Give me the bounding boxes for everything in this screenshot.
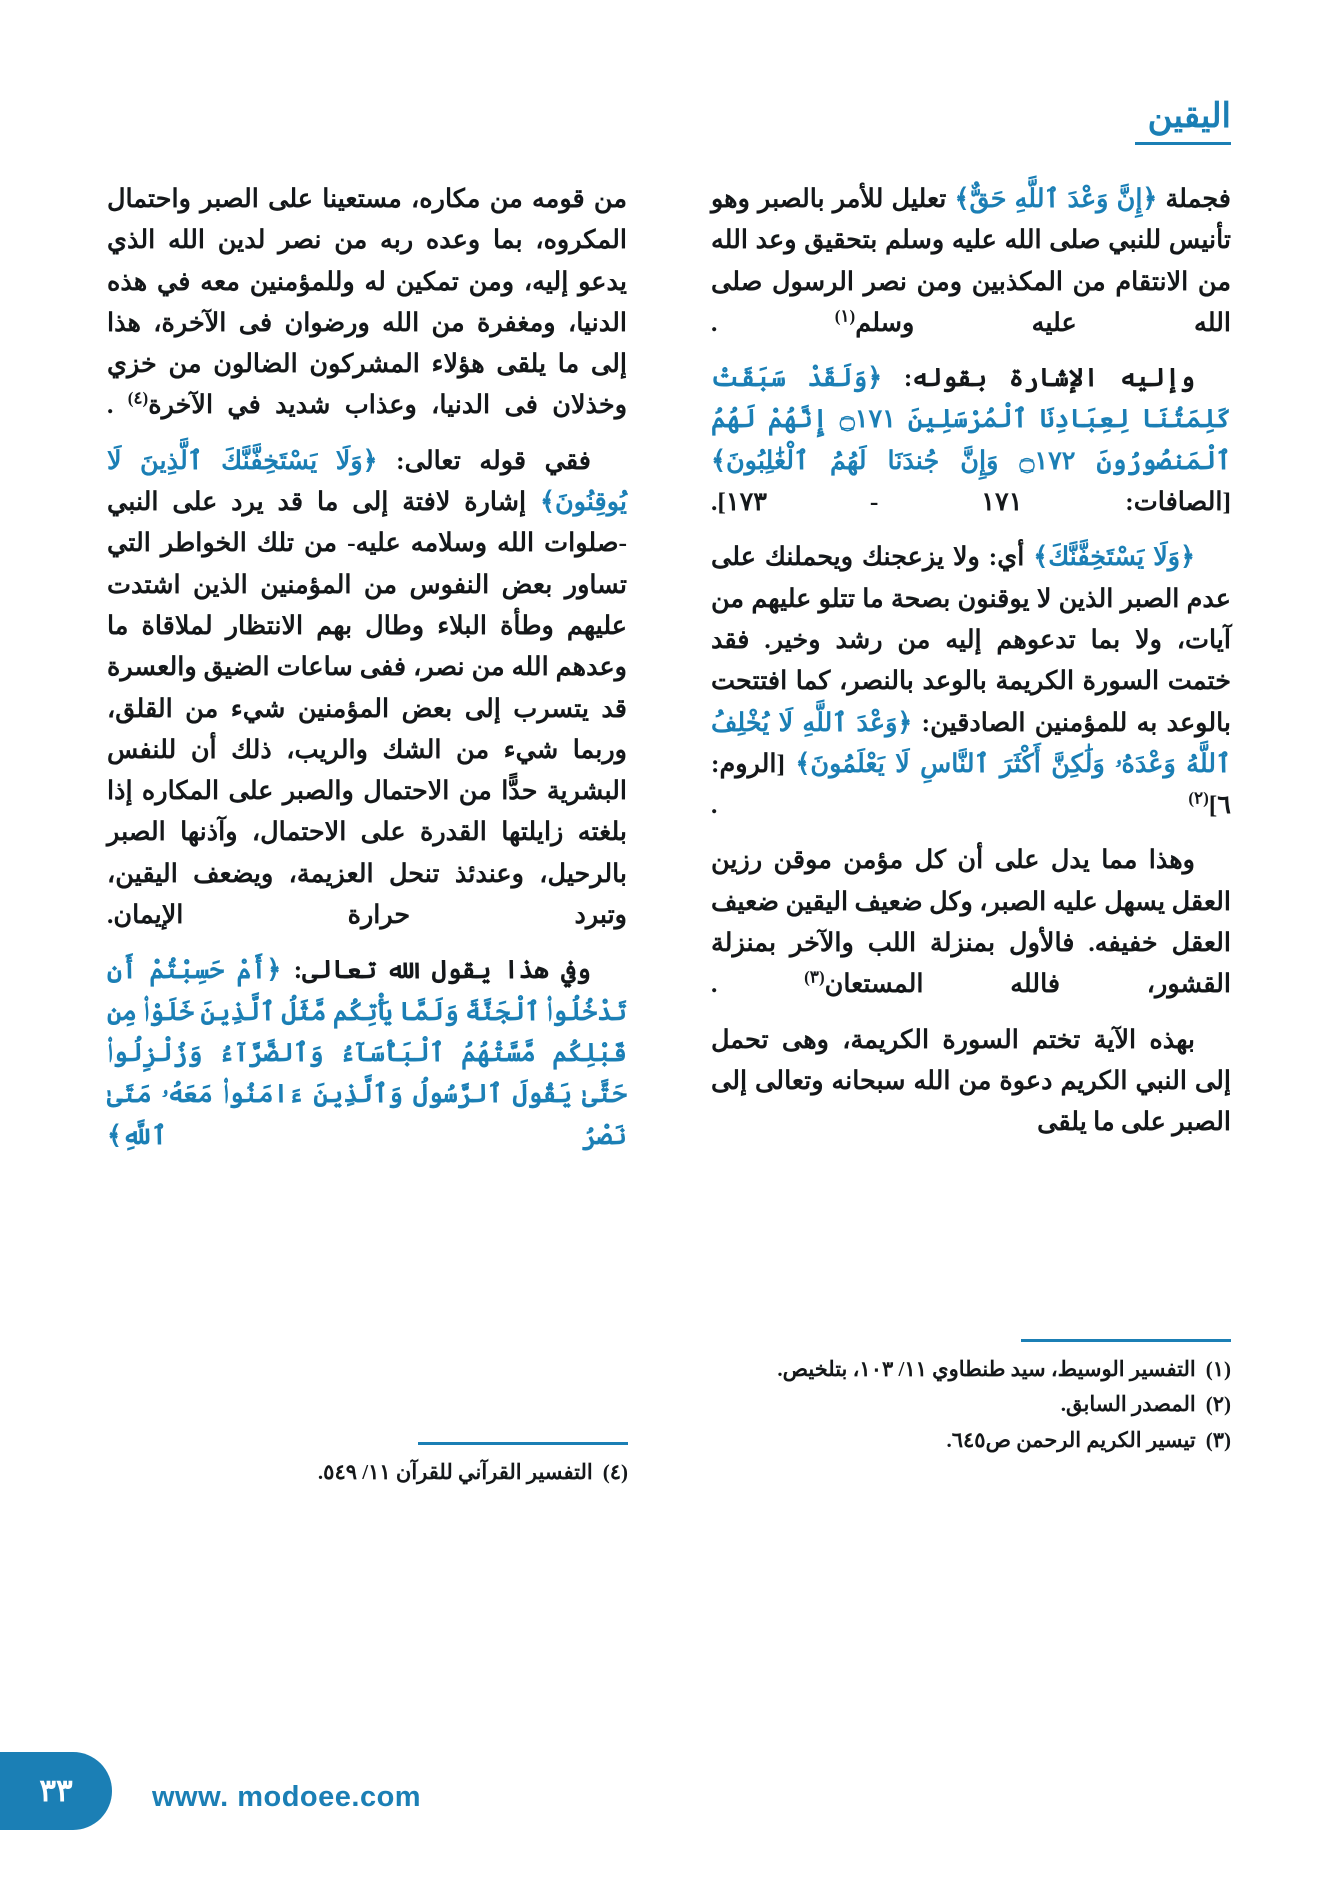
paragraph: فقي قوله تعالى: ﴿وَلَا يَسْتَخِفَّنَّكَ ٱلَّذِينَ لَا يُوقِنُونَ﴾ إشارة لافتة إلى ما قد يرد على النبي -صلوات الله وسلامه عليه- من تلك الخواطر التي تساور بعض النفوس من المؤمنين الذين اشتدت عليهم وطأة البلاء وطال بهم الانتظار لملاقاة ما وعدهم الله من نصر، ففى ساعات الضيق والعسرة قد يتسرب إلى بعض المؤمنين شيء من القلق، وربما شيء من الشك والريب، ذلك أن للنفس البشرية حدًّا من الاحتمال والصبر على المكاره إذا بلغته زايلتها القدرة على الاحتمال، وآذنها الصبر بالرحيل، وعندئذ تنحل العزيمة، ويضعف اليقين، وتبرد حرارة الإيمان. [107,445,627,930]
website-url[interactable]: www. modoee.com [152,1781,422,1813]
page-header [111,96,1231,154]
column-left [107,178,627,1170]
page-number: ٣٣ [39,1773,73,1808]
footnote-separator [1021,1339,1231,1342]
column-right [711,178,1231,1157]
text-columns [107,178,1231,1498]
footnote-text: تيسير الكريم الرحمن ص٦٤٥. [946,1427,1196,1452]
header-underline [1135,142,1231,145]
footnote-item [711,1389,1231,1421]
footnote-text: التفسير الوسيط، سيد طنطاوي ١١/ ١٠٣، بتلخيص. [777,1356,1196,1381]
footnote-text: التفسير القرآني للقرآن ١١/ ٥٤٩. [317,1459,593,1484]
paragraph: وإليه الإشارة بقوله: ﴿وَلَقَدْ سَبَقَتْ كَلِمَتُنَا لِعِبَادِنَا ٱلْمُرْسَلِينَ ۝١٧١ إِنَّهُمْ لَهُمُ ٱلْمَنصُورُونَ ۝١٧٢ وَإِنَّ جُندَنَا لَهُمُ ٱلْغَٰلِبُونَ﴾ [الصافات: ١٧١ - ١٧٣]. [711,363,1231,517]
footnote-item [711,1354,1231,1386]
paragraph: بهذه الآية تختم السورة الكريمة، وهى تحمل إلى النبي الكريم دعوة من الله سبحانه وتعالى إلى الصبر على ما يلقى [711,1024,1231,1137]
footnote-number: (٣) [1205,1427,1231,1452]
footnote-number: (٤) [602,1459,628,1484]
page-footer [0,1752,1339,1830]
footnote-separator [418,1442,628,1445]
paragraph: فجملة ﴿إِنَّ وَعْدَ ٱللَّهِ حَقٌّ﴾ تعليل للأمر بالصبر وهو تأنيس للنبي صلى الله عليه وسلم بتحقيق وعد الله من الانتقام من المكذبين ومن نصر الرسول صلى الله عليه وسلم$^{(١)}$ . [711,184,1232,337]
footnote-number: (١) [1205,1356,1231,1381]
footnote-item [711,1425,1231,1457]
paragraph: من قومه من مكاره، مستعينا على الصبر واحتمال المكروه، بما وعده ربه من نصر لدين الله الذي يدعو إليه، ومن تمكين له وللمؤمنين معه في هذه الدنيا، ومغفرة من الله ورضوان فى الآخرة، هذا إلى ما يلقى هؤلاء المشركون الضالون من خزي وخذلان فى الدنيا، وعذاب شديد في الآخرة$^{(٤)}$ . [107,184,628,420]
footnotes-left-column [108,1442,628,1492]
footnote-item [108,1457,628,1489]
page-number-tab [0,1752,112,1830]
paragraph: ﴿وَلَا يَسْتَخِفَّنَّكَ﴾ أي: ولا يزعجنك ويحملنك على عدم الصبر الذين لا يوقنون بصحة ما تتلو عليهم من آيات، ولا بما تدعوهم إليه من رشد وخير. فقد ختمت السورة الكريمة بالوعد بالنصر، كما افتتحت بالوعد به للمؤمنين الصادقين: ﴿وَعْدَ ٱللَّهِ لَا يُخْلِفُ ٱللَّهُ وَعْدَهُۥ وَلَٰكِنَّ أَكْثَرَ ٱلنَّاسِ لَا يَعْلَمُونَ﴾ [الروم: ٦]$^{(٢)}$ . [711,542,1232,820]
footnote-number: (٢) [1205,1392,1231,1416]
paragraph: وهذا مما يدل على أن كل مؤمن موقن رزين العقل يسهل عليه الصبر، وكل ضعيف اليقين ضعيف العقل خفيفه. فالأول بمنزلة اللب والآخر بمنزلة القشور، فالله المستعان$^{(٣)}$ . [711,845,1231,999]
footnote-text: المصدر السابق. [1060,1392,1196,1416]
page-title: اليقين [1147,98,1231,135]
footnotes-right-column [711,1339,1231,1460]
paragraph: وفي هذا يقول الله تعالى: ﴿أَمْ حَسِبْتُمْ أَن تَدْخُلُوا۟ ٱلْجَنَّةَ وَلَمَّا يَأْتِكُم مَّثَلُ ٱلَّذِينَ خَلَوْا۟ مِن قَبْلِكُم مَّسَّتْهُمُ ٱلْبَأْسَآءُ وَٱلضَّرَّآءُ وَزُلْزِلُوا۟ حَتَّىٰ يَقُولَ ٱلرَّسُولُ وَٱلَّذِينَ ءَامَنُوا۟ مَعَهُۥ مَتَىٰ نَصْرُ ٱللَّهِ﴾ [107,955,627,1150]
